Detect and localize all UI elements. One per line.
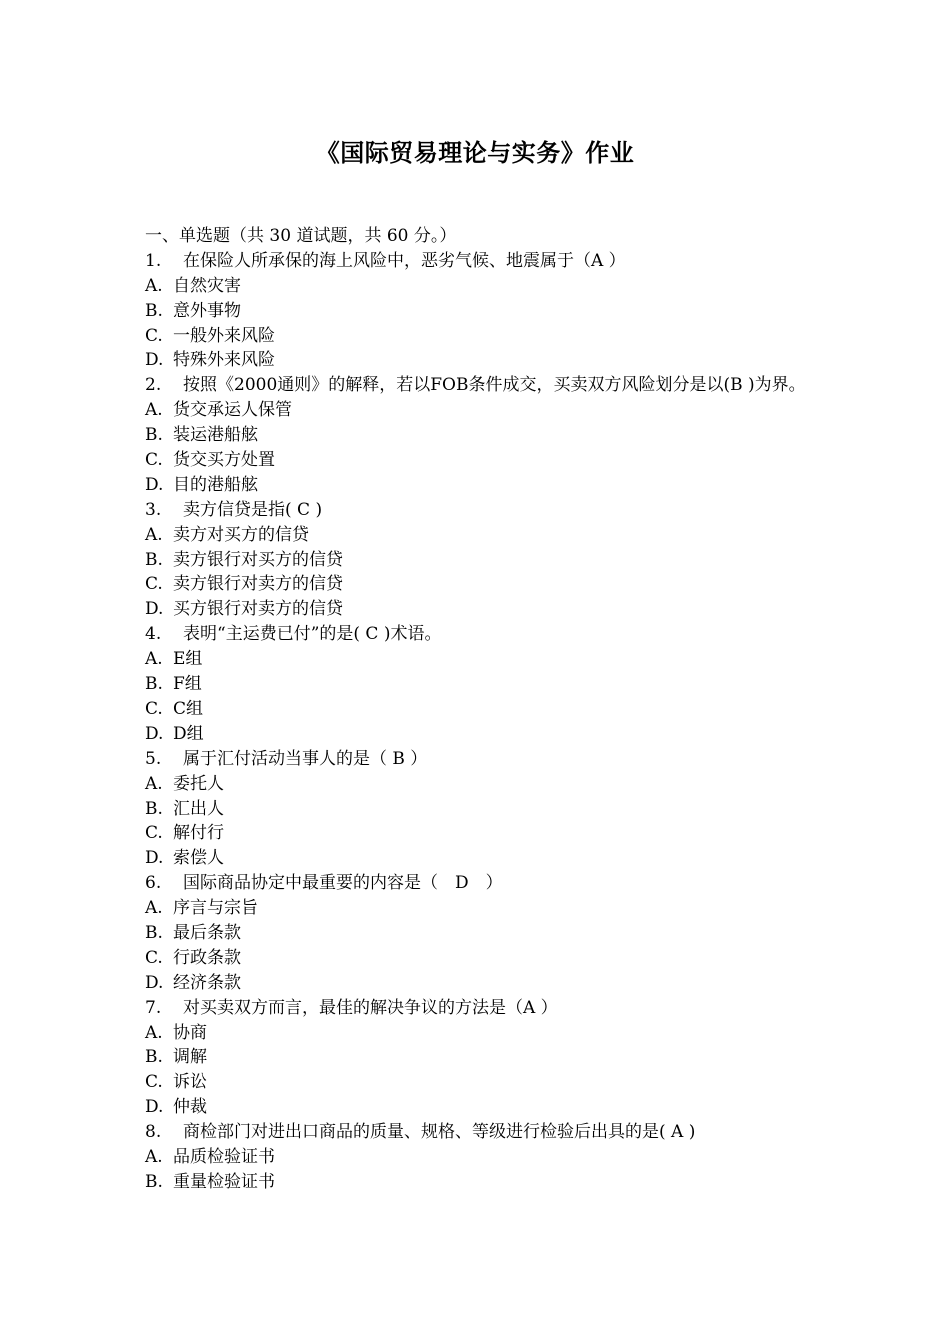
option-text: 货交买方处置 bbox=[173, 450, 275, 471]
question-text: 属于汇付活动当事人的是（ B ） bbox=[183, 748, 428, 769]
option-letter: C. bbox=[145, 450, 163, 471]
option-letter: D. bbox=[145, 848, 164, 869]
question-item bbox=[145, 996, 815, 1021]
option-letter: B. bbox=[145, 425, 163, 446]
option-text: 最后条款 bbox=[173, 922, 241, 943]
answer-option bbox=[145, 1045, 815, 1070]
option-text: 仲裁 bbox=[173, 1097, 207, 1118]
option-letter: A. bbox=[145, 773, 163, 794]
answer-option bbox=[145, 473, 815, 498]
option-letter: B. bbox=[145, 1047, 163, 1068]
question-item bbox=[145, 1120, 815, 1145]
option-text: 重量检验证书 bbox=[173, 1171, 275, 1192]
option-letter: A. bbox=[145, 524, 163, 545]
option-text: 汇出人 bbox=[173, 798, 224, 819]
option-text: 解付行 bbox=[173, 823, 224, 844]
answer-option bbox=[145, 946, 815, 971]
option-text: 经济条款 bbox=[173, 972, 241, 993]
option-letter: D. bbox=[145, 723, 164, 744]
option-text: 一般外来风险 bbox=[173, 325, 275, 346]
option-text: E组 bbox=[173, 649, 203, 670]
question-text: 对买卖双方而言，最佳的解决争议的方法是（A ） bbox=[183, 997, 558, 1018]
section-heading: 一、单选题（共 30 道试题，共 60 分。） bbox=[145, 226, 457, 246]
answer-option bbox=[145, 1095, 815, 1120]
option-text: 序言与宗旨 bbox=[173, 898, 258, 919]
question-list bbox=[145, 224, 815, 1195]
answer-option bbox=[145, 1070, 815, 1095]
question-text: 卖方信贷是指( C ) bbox=[183, 499, 323, 520]
option-letter: C. bbox=[145, 823, 163, 844]
answer-option bbox=[145, 1170, 815, 1195]
question-item bbox=[145, 498, 815, 523]
option-text: C组 bbox=[173, 698, 204, 719]
document-title: 《国际贸易理论与实务》作业 bbox=[315, 139, 635, 167]
answer-option bbox=[145, 722, 815, 747]
option-letter: C. bbox=[145, 574, 163, 595]
answer-option bbox=[145, 672, 815, 697]
answer-option bbox=[145, 572, 815, 597]
answer-option bbox=[145, 846, 815, 871]
option-text: 目的港船舷 bbox=[173, 474, 258, 495]
option-letter: D. bbox=[145, 1097, 164, 1118]
option-text: 品质检验证书 bbox=[173, 1146, 275, 1167]
question-item bbox=[145, 871, 815, 896]
answer-option bbox=[145, 523, 815, 548]
question-number: 2. bbox=[145, 375, 162, 396]
option-text: 货交承运人保管 bbox=[173, 400, 292, 421]
question-text: 表明“主运费已付”的是( C )术语。 bbox=[183, 624, 442, 645]
question-number: 4. bbox=[145, 624, 162, 645]
option-letter: C. bbox=[145, 1072, 163, 1093]
question-text: 国际商品协定中最重要的内容是（ D ） bbox=[183, 873, 503, 894]
option-letter: B. bbox=[145, 1171, 163, 1192]
option-letter: A. bbox=[145, 649, 163, 670]
answer-option bbox=[145, 274, 815, 299]
question-number: 8. bbox=[145, 1122, 162, 1143]
answer-option bbox=[145, 821, 815, 846]
answer-option bbox=[145, 324, 815, 349]
option-text: 诉讼 bbox=[173, 1072, 207, 1093]
option-text: 意外事物 bbox=[173, 300, 241, 321]
question-text: 按照《2000通则》的解释，若以FOB条件成交，买卖双方风险划分是以(B )为界。 bbox=[183, 375, 806, 396]
answer-option bbox=[145, 548, 815, 573]
answer-option bbox=[145, 647, 815, 672]
answer-option bbox=[145, 797, 815, 822]
option-letter: A. bbox=[145, 1022, 163, 1043]
answer-option bbox=[145, 697, 815, 722]
option-letter: A. bbox=[145, 400, 163, 421]
option-text: 委托人 bbox=[173, 773, 224, 794]
option-letter: A. bbox=[145, 898, 163, 919]
question-number: 7. bbox=[145, 997, 162, 1018]
option-text: D组 bbox=[173, 723, 204, 744]
option-text: 调解 bbox=[173, 1047, 207, 1068]
question-text: 商检部门对进出口商品的质量、规格、等级进行检验后出具的是( A ) bbox=[183, 1122, 696, 1143]
option-letter: A. bbox=[145, 275, 163, 296]
question-item bbox=[145, 249, 815, 274]
answer-option bbox=[145, 423, 815, 448]
question-number: 3. bbox=[145, 499, 162, 520]
answer-option bbox=[145, 896, 815, 921]
option-text: F组 bbox=[173, 674, 202, 695]
option-text: 卖方银行对买方的信贷 bbox=[173, 549, 343, 570]
answer-option bbox=[145, 1145, 815, 1170]
question-item bbox=[145, 622, 815, 647]
answer-option bbox=[145, 1021, 815, 1046]
answer-option bbox=[145, 398, 815, 423]
option-text: 协商 bbox=[173, 1022, 207, 1043]
option-letter: A. bbox=[145, 1146, 163, 1167]
answer-option bbox=[145, 921, 815, 946]
option-letter: B. bbox=[145, 798, 163, 819]
question-number: 5. bbox=[145, 748, 162, 769]
option-letter: D. bbox=[145, 972, 164, 993]
option-letter: D. bbox=[145, 599, 164, 620]
option-text: 卖方对买方的信贷 bbox=[173, 524, 309, 545]
option-letter: C. bbox=[145, 325, 163, 346]
question-item bbox=[145, 373, 815, 398]
option-letter: B. bbox=[145, 300, 163, 321]
option-text: 特殊外来风险 bbox=[173, 350, 275, 371]
option-text: 卖方银行对卖方的信贷 bbox=[173, 574, 343, 595]
answer-option bbox=[145, 597, 815, 622]
answer-option bbox=[145, 772, 815, 797]
question-text: 在保险人所承保的海上风险中，恶劣气候、地震属于（A ） bbox=[183, 250, 626, 271]
option-text: 行政条款 bbox=[173, 947, 241, 968]
answer-option bbox=[145, 448, 815, 473]
option-letter: B. bbox=[145, 674, 163, 695]
option-letter: B. bbox=[145, 549, 163, 570]
question-number: 1. bbox=[145, 250, 162, 271]
option-letter: B. bbox=[145, 922, 163, 943]
answer-option bbox=[145, 299, 815, 324]
answer-option bbox=[145, 348, 815, 373]
option-letter: D. bbox=[145, 350, 164, 371]
option-text: 买方银行对卖方的信贷 bbox=[173, 599, 343, 620]
option-letter: D. bbox=[145, 474, 164, 495]
option-text: 自然灾害 bbox=[173, 275, 241, 296]
option-text: 索偿人 bbox=[173, 848, 224, 869]
option-letter: C. bbox=[145, 947, 163, 968]
option-letter: C. bbox=[145, 698, 163, 719]
answer-option bbox=[145, 971, 815, 996]
question-item bbox=[145, 747, 815, 772]
question-number: 6. bbox=[145, 873, 162, 894]
option-text: 装运港船舷 bbox=[173, 425, 258, 446]
